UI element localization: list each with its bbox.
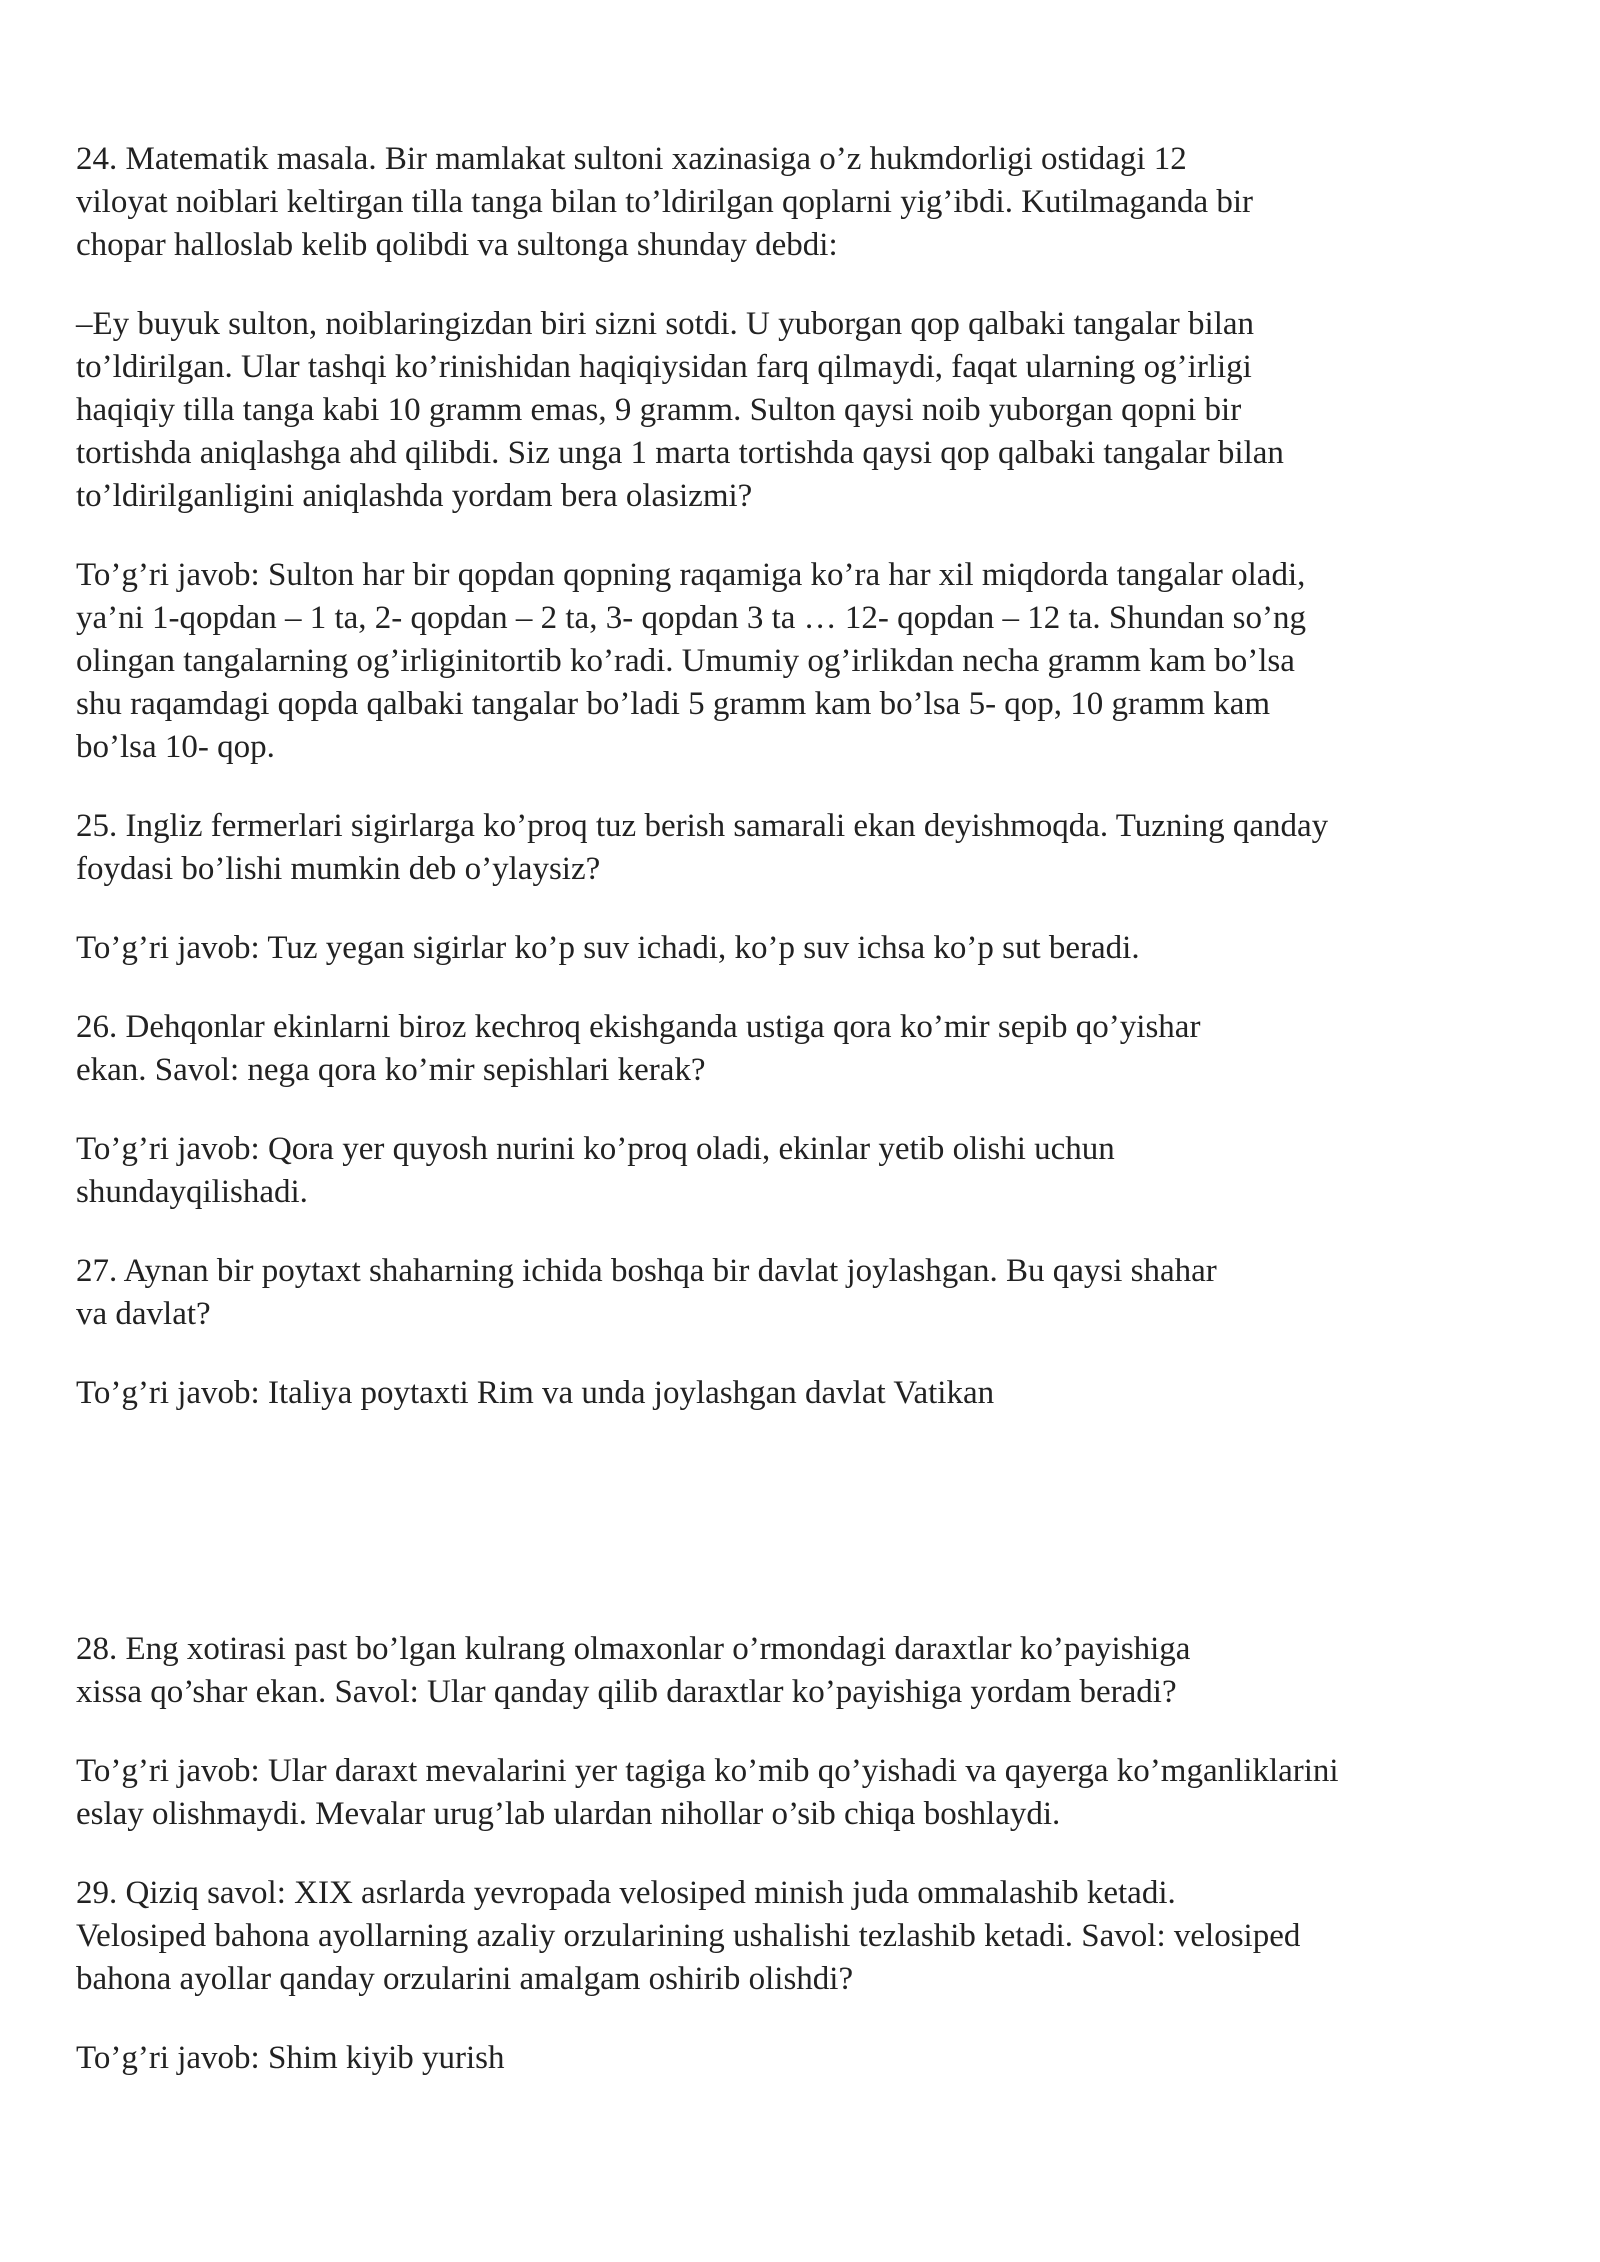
question-25-paragraph: 25. Ingliz fermerlari sigirlarga ko’proq tuz berish samarali ekan deyishmoqda. Tuzning qanday foydasi bo’lishi mumkin deb o’ylaysiz?	[76, 808, 1329, 887]
question-29-paragraph: 29. Qiziq savol: XIX asrlarda yevropada velosiped minish juda ommalashib ketadi. Velosiped bahona ayollarning azaliy orzularining ushalishi tezlashib ketadi. Savol: velosiped bahona ayollar qanday orzularini amalgam oshirib olishdi?	[76, 1875, 1301, 1997]
answer-26-paragraph: To’g’ri javob: Qora yer quyosh nurini ko’proq oladi, ekinlar yetib olishi uchun shundayqilishadi.	[76, 1131, 1115, 1210]
answer-29-paragraph: To’g’ri javob: Shim kiyib yurish	[76, 2040, 505, 2076]
answer-28-paragraph: To’g’ri javob: Ular daraxt mevalarini yer tagiga ko’mib qo’yishadi va qayerga ko’mganliklarini eslay olishmaydi. Mevalar urug’lab ulardan nihollar o’sib chiqa boshlaydi.	[76, 1753, 1339, 1832]
question-26-paragraph: 26. Dehqonlar ekinlarni biroz kechroq ekishganda ustiga qora ko’mir sepib qo’yishar ekan. Savol: nega qora ko’mir sepishlari kerak?	[76, 1009, 1201, 1088]
answer-25-paragraph: To’g’ri javob: Tuz yegan sigirlar ko’p suv ichadi, ko’p suv ichsa ko’p sut beradi.	[76, 930, 1140, 966]
answer-24-paragraph: To’g’ri javob: Sulton har bir qopdan qopning raqamiga ko’ra har xil miqdorda tangalar oladi, ya’ni 1-qopdan – 1 ta, 2- qopdan – 2 ta, 3- qopdan 3 ta … 12- qopdan – 12 ta. Shundan so’ng olingan tangalarning og’irliginitortib ko’radi. Umumiy og’irlikdan necha gramm kam bo’lsa shu raqamdagi qopda qalbaki tangalar bo’ladi 5 gramm kam bo’lsa 5- qop, 10 gramm kam bo’lsa 10- qop.	[76, 557, 1306, 765]
question-27-paragraph: 27. Aynan bir poytaxt shaharning ichida boshqa bir davlat joylashgan. Bu qaysi shahar va davlat?	[76, 1253, 1217, 1332]
question-28-paragraph: 28. Eng xotirasi past bo’lgan kulrang olmaxonlar o’rmondagi daraxtlar ko’payishiga xissa qo’shar ekan. Savol: Ular qanday qilib daraxtlar ko’payishiga yordam beradi?	[76, 1631, 1191, 1710]
answer-27-paragraph: To’g’ri javob: Italiya poytaxti Rim va unda joylashgan davlat Vatikan	[76, 1375, 995, 1411]
document-page	[76, 138, 1536, 2116]
question-24-paragraph: 24. Matematik masala. Bir mamlakat sultoni xazinasiga o’z hukmdorligi ostidagi 12 viloyat noiblari keltirgan tilla tanga bilan to’ldirilgan qoplarni yig’ibdi. Kutilmaganda bir chopar halloslab kelib qolibdi va sultonga shunday debdi:	[76, 141, 1254, 263]
question-24-continuation-paragraph: –Ey buyuk sulton, noiblaringizdan biri sizni sotdi. U yuborgan qop qalbaki tangalar bilan to’ldirilgan. Ular tashqi ko’rinishidan haqiqiysidan farq qilmaydi, faqat ularning og’irligi haqiqiy tilla tanga kabi 10 gramm emas, 9 gramm. Sulton qaysi noib yuborgan qopni bir tortishda aniqlashga ahd qilibdi. Siz unga 1 marta tortishda qaysi qop qalbaki tangalar bilan to’ldirilganligini aniqlashda yordam bera olasizmi?	[76, 306, 1284, 514]
